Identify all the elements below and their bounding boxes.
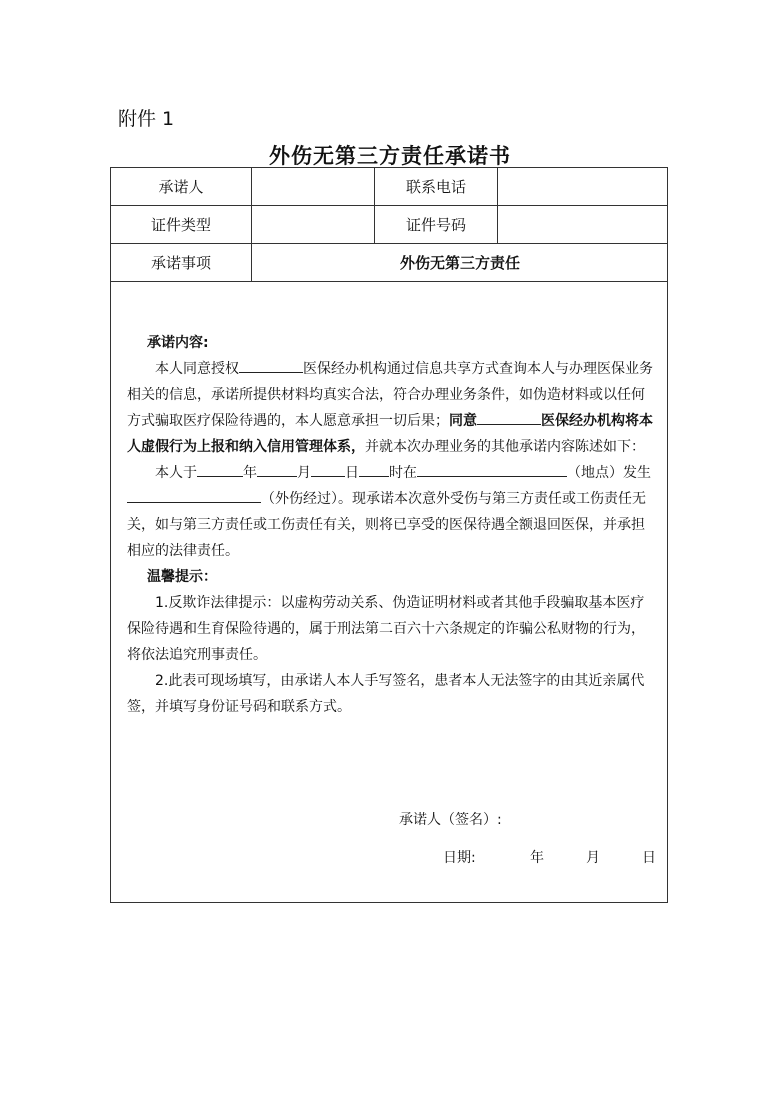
day-text: 日 bbox=[345, 465, 359, 481]
injury-commitment-text: （外伤经过）。现承诺本次意外受伤与第三方责任或工伤责任无关，如与第三方责任或工伤责任有关，则将已享受的医保待遇全额退回医保，并承担相应的法律责任。 bbox=[127, 491, 646, 559]
consent-agency-blank[interactable] bbox=[477, 409, 541, 425]
place-text: （地点）发生 bbox=[567, 465, 651, 481]
matter-label: 承诺事项 bbox=[150, 254, 211, 272]
promisor-field[interactable] bbox=[252, 168, 374, 205]
commitment-form bbox=[110, 167, 668, 903]
commitment-body bbox=[127, 330, 655, 720]
authorization-paragraph bbox=[127, 356, 655, 460]
matter-value: 外伤无第三方责任 bbox=[399, 254, 520, 272]
id-number-label: 证件号码 bbox=[405, 216, 466, 234]
tips-heading: 温馨提示： bbox=[147, 569, 217, 585]
content-heading: 承诺内容: bbox=[147, 335, 209, 351]
date-day: 日 bbox=[642, 850, 656, 866]
id-type-field[interactable] bbox=[252, 206, 374, 243]
row-divider bbox=[111, 281, 667, 282]
statement-intro-text: 并就本次办理业务的其他承诺内容陈述如下： bbox=[365, 439, 645, 455]
id-number-field[interactable] bbox=[498, 206, 668, 243]
id-type-label: 证件类型 bbox=[150, 216, 211, 234]
signer-label: 承诺人（签名）: bbox=[399, 812, 502, 828]
hour-blank[interactable] bbox=[359, 461, 389, 477]
promisor-label: 承诺人 bbox=[158, 178, 204, 196]
phone-field[interactable] bbox=[498, 168, 668, 205]
month-blank[interactable] bbox=[257, 461, 297, 477]
authorization-text-cont: 医保经办机构通过信息共享方式查询本人与办理医保业务相关的信息，承诺所提供材料均真实合法，符合办理业务条件，如伪造材料或以任何方式骗取医疗保险待遇的，本人愿意承担一切后果； bbox=[127, 361, 653, 429]
injury-process-blank[interactable] bbox=[127, 487, 261, 503]
tip-signing: 2.此表可现场填写，由承诺人本人手写签名，患者本人无法签字的由其近亲属代签，并填写身份证号码和联系方式。 bbox=[127, 673, 645, 715]
date-year: 年 bbox=[530, 850, 544, 866]
consent-text: 同意 bbox=[449, 413, 477, 429]
year-text: 年 bbox=[243, 465, 257, 481]
authorization-text: 本人同意授权 bbox=[155, 361, 239, 377]
hour-text: 时在 bbox=[389, 465, 417, 481]
month-text: 月 bbox=[297, 465, 311, 481]
authorized-agency-blank[interactable] bbox=[239, 357, 303, 373]
date-month: 月 bbox=[586, 850, 600, 866]
place-blank[interactable] bbox=[417, 461, 567, 477]
attachment-label: 附件 1 bbox=[118, 108, 175, 130]
injury-intro: 本人于 bbox=[155, 465, 197, 481]
day-blank[interactable] bbox=[311, 461, 345, 477]
injury-paragraph bbox=[127, 460, 655, 564]
document-title: 外伤无第三方责任承诺书 bbox=[269, 143, 511, 168]
phone-label: 联系电话 bbox=[405, 178, 466, 196]
tip-anti-fraud: 1.反欺诈法律提示：以虚构劳动关系、伪造证明材料或者其他手段骗取基本医疗保险待遇和生育保险待遇的，属于刑法第二百六十六条规定的诈骗公私财物的行为，将依法追究刑事责任。 bbox=[127, 595, 645, 663]
date-label: 日期: bbox=[443, 850, 476, 866]
year-blank[interactable] bbox=[197, 461, 243, 477]
credit-system-text: 医保经办机构将本人虚假行为上报和纳入信用管理体系， bbox=[127, 413, 653, 455]
